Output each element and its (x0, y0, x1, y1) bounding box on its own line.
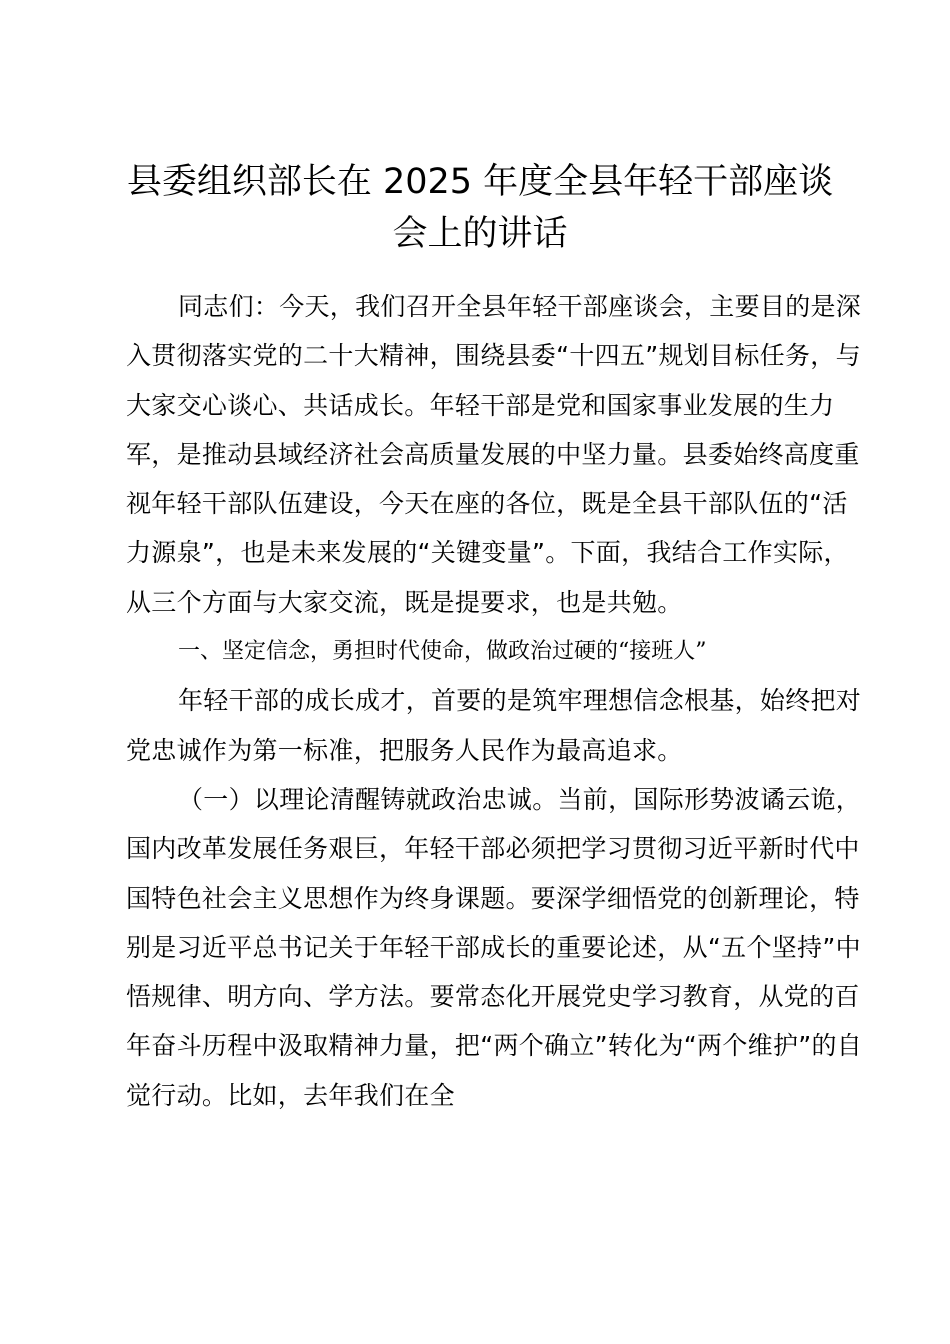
section-heading-1: 一、坚定信念，勇担时代使命，做政治过硬的“接班人” (178, 639, 707, 665)
paragraph-section-1-intro: 年轻干部的成长成才，首要的是筑牢理想信念根基，始终把对党忠诚作为第一标准，把服务人民作为最高追求。 (126, 686, 862, 765)
document-body (126, 282, 866, 1120)
paragraph-subsection-1: （一）以理论清醒铸就政治忠诚。当前，国际形势波谲云诡，国内改革发展任务艰巨，年轻干部必须把学习贯彻习近平新时代中国特色社会主义思想作为终身课题。要深学细悟党的创新理论，特别是习近平总书记关于年轻干部成长的重要论述，从“五个坚持”中悟规律、明方向、学方法。要常态化开展党史学习教育，从党的百年奋斗历程中汲取精神力量，把“两个确立”转化为“两个维护”的自觉行动。比如，去年我们在全 (126, 784, 863, 1110)
paragraph-opening: 同志们：今天，我们召开全县年轻干部座谈会，主要目的是深入贯彻落实党的二十大精神，围绕县委“十四五”规划目标任务，与大家交心谈心、共话成长。年轻干部是党和国家事业发展的生力军，是推动县域经济社会高质量发展的中坚力量。县委始终高度重视年轻干部队伍建设，今天在座的各位，既是全县干部队伍的“活力源泉”，也是未来发展的“关键变量”。下面，我结合工作实际，从三个方面与大家交流，既是提要求，也是共勉。 (126, 292, 862, 617)
document-title-line-1: 县委组织部长在 2025 年度全县年轻干部座谈 (126, 162, 834, 202)
document-title-line-2: 会上的讲话 (392, 214, 568, 254)
